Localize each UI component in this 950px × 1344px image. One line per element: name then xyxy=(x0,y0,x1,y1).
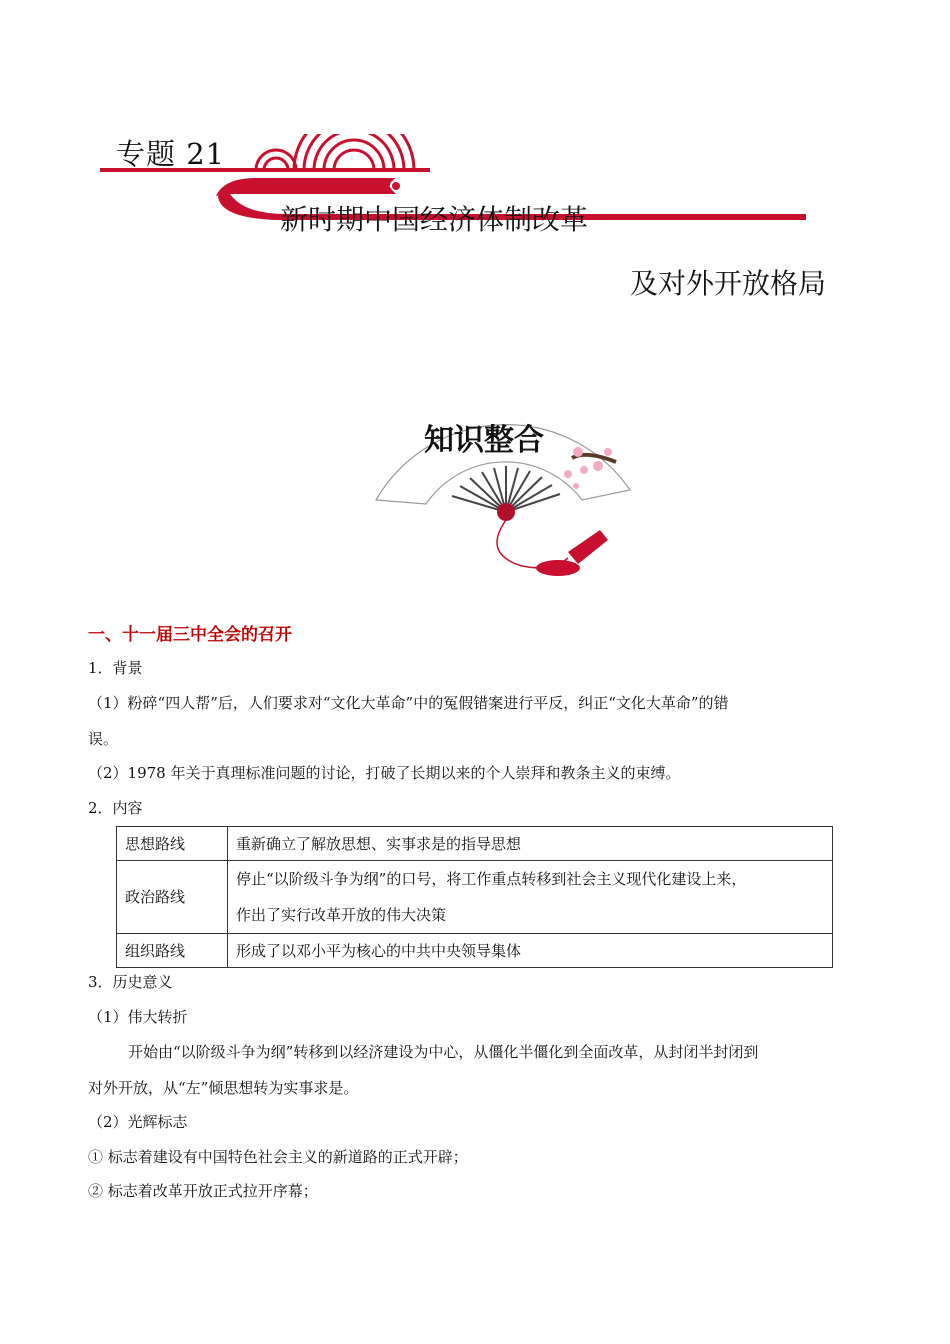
page-title-line2: 及对外开放格局 xyxy=(630,267,827,300)
table-cell-key: 政治路线 xyxy=(117,861,228,934)
significance-sub2: （2）光辉标志 xyxy=(88,1113,188,1131)
background-label: 1．背景 xyxy=(88,659,143,677)
fan-illustration xyxy=(372,404,636,584)
background-paragraph1-line2: 误。 xyxy=(88,730,119,748)
tassel xyxy=(568,530,608,564)
table-cell-value: 形成了以邓小平为核心的中共中央领导集体 xyxy=(228,934,833,968)
significance-sub1-line1: 开始由“以阶级斗争为纲”转移到以经济建设为中心，从僵化半僵化到全面改革，从封闭半封闭到 xyxy=(128,1043,759,1061)
significance-sub1: （1）伟大转折 xyxy=(88,1008,188,1026)
table-cell-key: 组织路线 xyxy=(117,934,228,968)
content-table xyxy=(116,826,833,968)
table-cell-line: 停止“以阶级斗争为纲”的口号，将工作重点转移到社会主义现代化建设上来， xyxy=(236,870,747,888)
significance-item2: ② 标志着改革开放正式拉开序幕； xyxy=(88,1182,318,1200)
topic-label: 专题 21 xyxy=(116,137,226,171)
table-row xyxy=(117,934,833,968)
background-paragraph1-line1: （1）粉碎“四人帮”后，人们要求对“文化大革命”中的冤假错案进行平反，纠正“文化大革命”的错 xyxy=(88,694,729,712)
table-cell-value xyxy=(228,861,833,934)
content-label: 2．内容 xyxy=(88,799,143,817)
table-row xyxy=(117,827,833,861)
table-row xyxy=(117,861,833,934)
significance-item1: ① 标志着建设有中国特色社会主义的新道路的正式开辟； xyxy=(88,1148,468,1166)
section-heading: 一、十一届三中全会的召开 xyxy=(88,625,292,645)
background-paragraph2: （2）1978 年关于真理标准问题的讨论，打破了长期以来的个人崇拜和教条主义的束缚。 xyxy=(88,764,681,782)
table-cell-value: 重新确立了解放思想、实事求是的指导思想 xyxy=(228,827,833,861)
table-cell-line: 作出了实行改革开放的伟大决策 xyxy=(236,906,447,924)
table-cell-key: 思想路线 xyxy=(117,827,228,861)
significance-label: 3．历史意义 xyxy=(88,973,173,991)
significance-sub1-line2: 对外开放，从“左”倾思想转为实事求是。 xyxy=(88,1079,359,1097)
fan-title: 知识整合 xyxy=(424,423,544,458)
page-title-line1: 新时期中国经济体制改革 xyxy=(280,203,589,236)
